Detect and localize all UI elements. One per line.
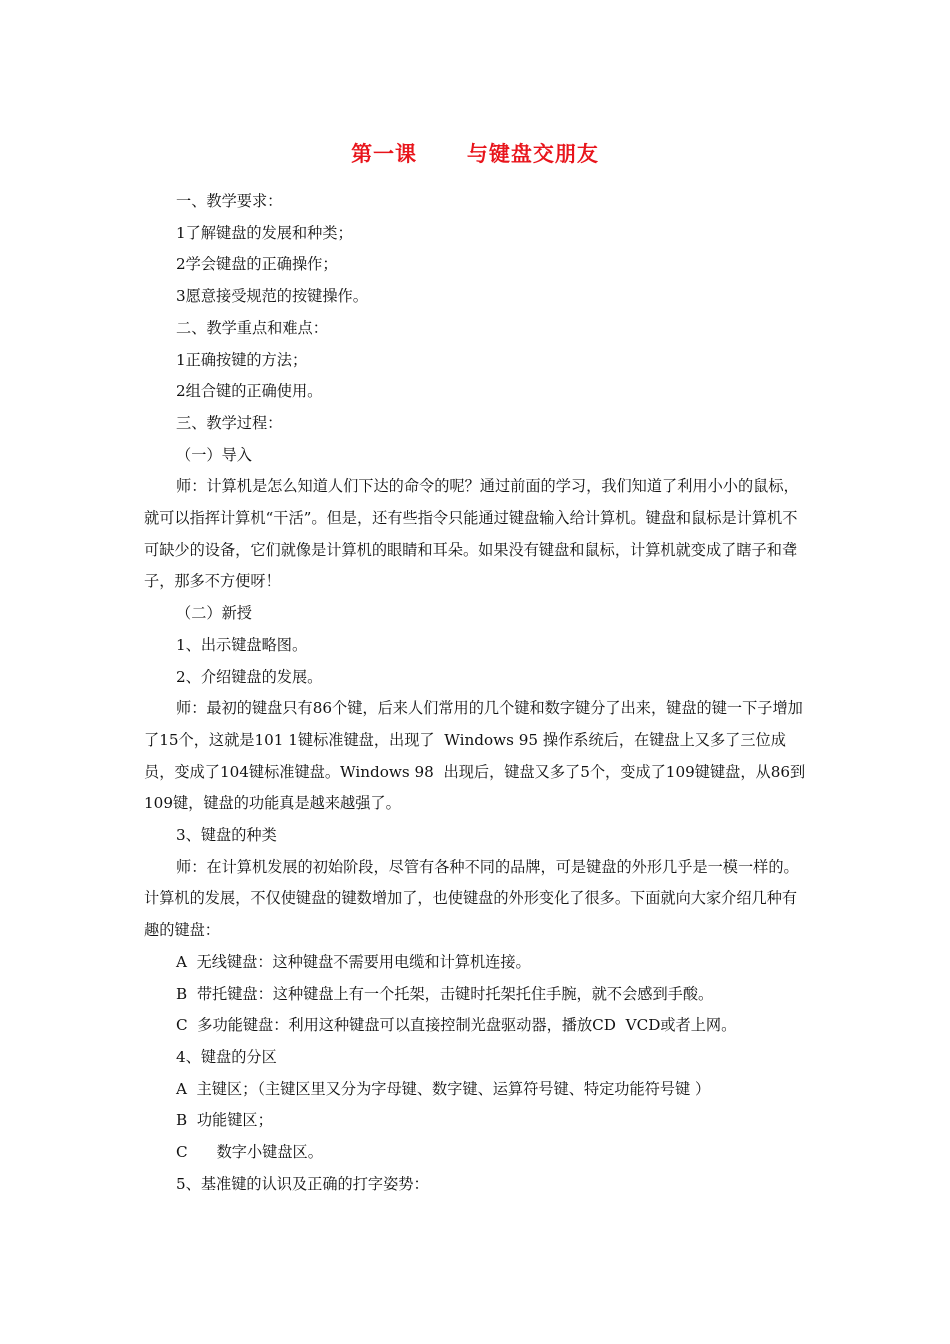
subsection-heading: （一）导入 xyxy=(176,445,252,464)
list-item: 2组合键的正确使用。 xyxy=(176,382,323,401)
list-item: 2学会键盘的正确操作； xyxy=(176,255,338,274)
list-item: 4、键盘的分区 xyxy=(176,1047,277,1066)
section-heading: 一、教学要求： xyxy=(176,192,283,210)
subsection-heading: （二）新授 xyxy=(176,604,252,623)
keyboard-kind-item: B 带托键盘：这种键盘上有一个托架，击键时托架托住手腕，就不会感到手酸。 xyxy=(176,984,714,1003)
list-item: 5、基准键的认识及正确的打字姿势： xyxy=(176,1174,429,1193)
keyboard-zone-item: C 数字小键盘区。 xyxy=(176,1143,323,1162)
section-heading: 三、教学过程： xyxy=(176,413,283,432)
document-body xyxy=(144,186,808,1201)
list-item: 1正确按键的方法； xyxy=(176,350,308,369)
list-item: 3、键盘的种类 xyxy=(176,826,277,845)
list-item: 1、出示键盘略图。 xyxy=(176,635,308,654)
paragraph-history: 师：最初的键盘只有86个键，后来人们常用的几个键和数字键分了出来，键盘的键一下子增加了15个，这就是101 1键标准键盘，出现了 Windows 95 操作系统后，在键盘上又多了三位成员，变成了104键标准键盘。Windows 98 出现后，键盘又多了5个，变成了109键键盘，从86到109键，键盘的功能真是越来越强了。 xyxy=(144,699,806,813)
paragraph-kinds: 师：在计算机发展的初始阶段，尽管有各种不同的品牌，可是键盘的外形几乎是一模一样的。计算机的发展，不仅使键盘的键数增加了，也使键盘的外形变化了很多。下面就向大家介绍几种有趣的键盘： xyxy=(144,857,799,940)
list-item: 1了解键盘的发展和种类； xyxy=(176,223,353,242)
list-item: 2、介绍键盘的发展。 xyxy=(176,667,323,686)
lesson-title: 第一课 与键盘交朋友 xyxy=(351,141,599,166)
section-heading: 二、教学重点和难点： xyxy=(176,318,328,337)
keyboard-kind-item: A 无线键盘：这种键盘不需要用电缆和计算机连接。 xyxy=(176,952,531,971)
keyboard-zone-item: B 功能键区； xyxy=(176,1111,273,1130)
paragraph-intro: 师：计算机是怎么知道人们下达的命令的呢？通过前面的学习，我们知道了利用小小的鼠标，就可以指挥计算机“干活”。但是，还有些指令只能通过键盘输入给计算机。键盘和鼠标是计算机不可缺少的设备，它们就像是计算机的眼睛和耳朵。如果没有键盘和鼠标，计算机就变成了瞎子和聋子，那多不方便呀！ xyxy=(144,477,799,591)
keyboard-kind-item: C 多功能键盘：利用这种键盘可以直接控制光盘驱动器，播放CD VCD或者上网。 xyxy=(176,1016,737,1035)
list-item: 3愿意接受规范的按键操作。 xyxy=(176,287,368,306)
keyboard-zone-item: A 主键区；（主键区里又分为字母键、数字键、运算符号键、特定功能符号键 ） xyxy=(176,1079,711,1098)
